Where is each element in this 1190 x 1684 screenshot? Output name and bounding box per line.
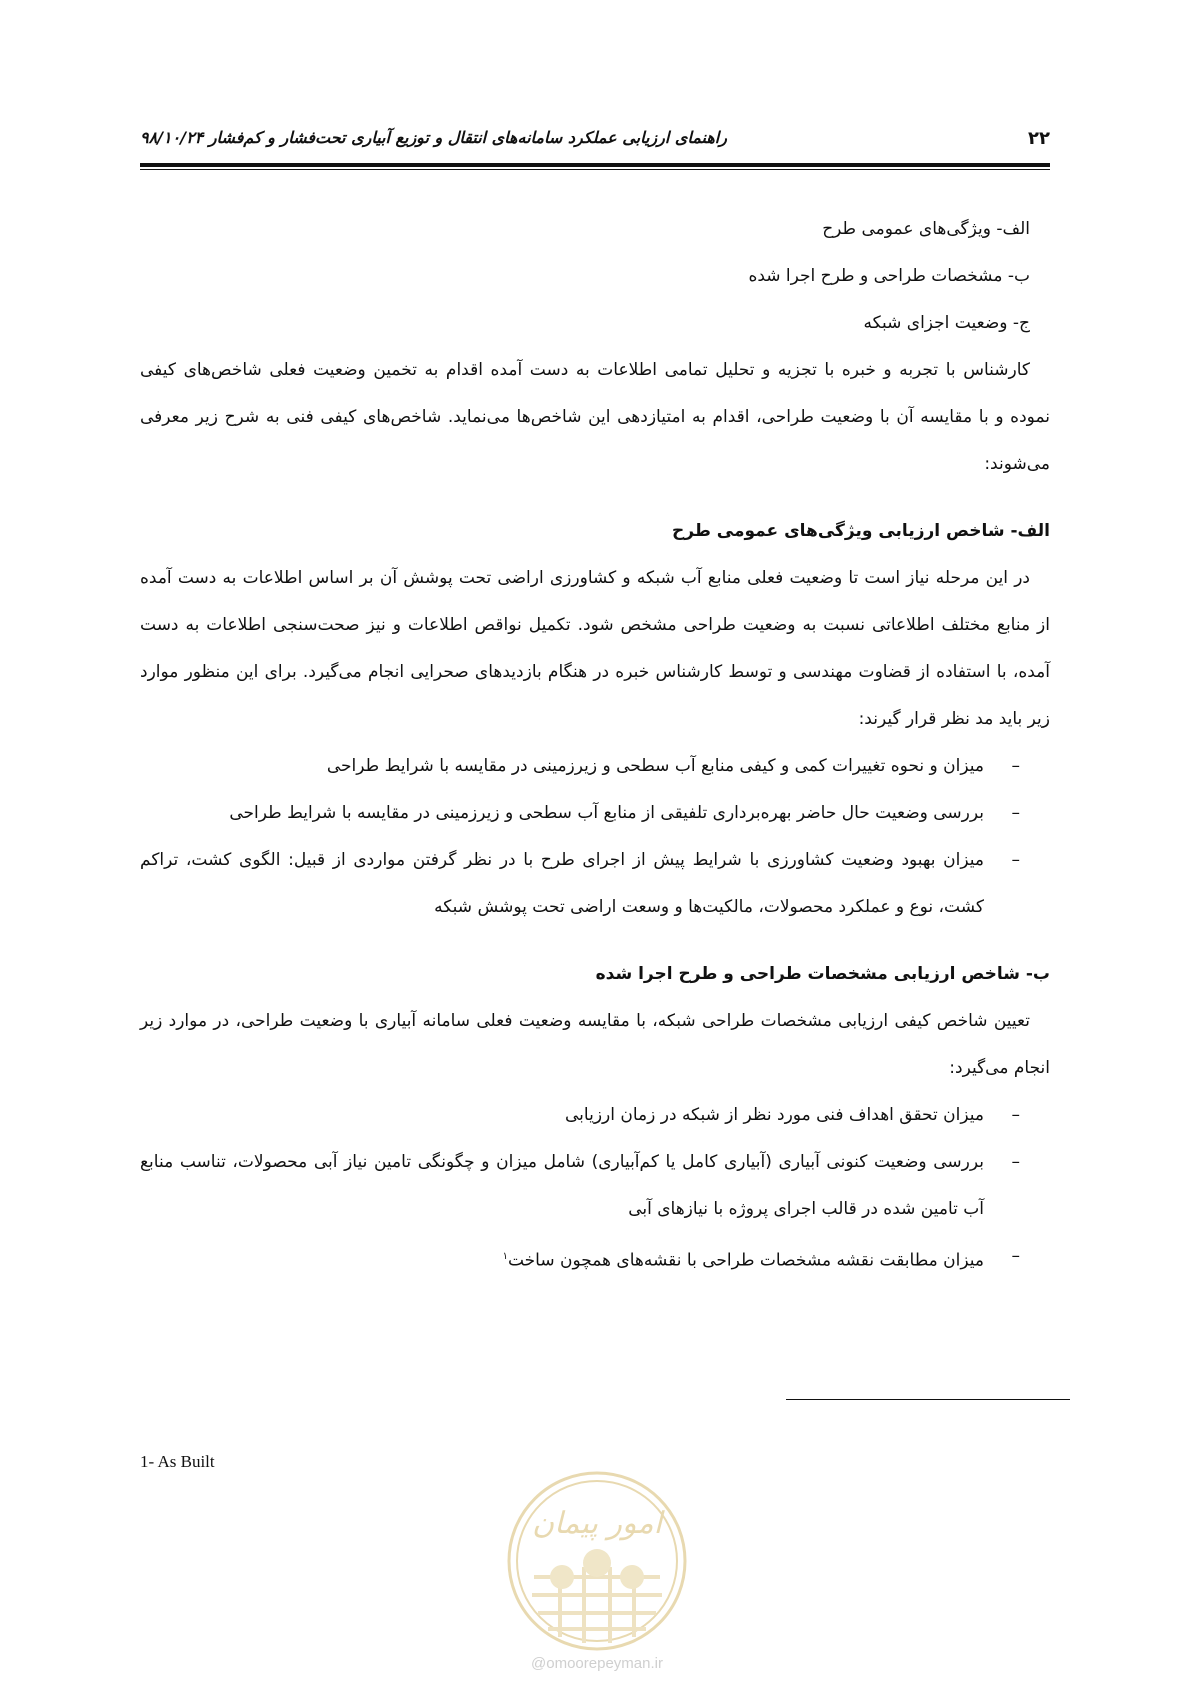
header-rule-thick xyxy=(140,163,1050,167)
dash-icon: – xyxy=(1011,850,1020,870)
section-b-heading: ب- شاخص ارزیابی مشخصات طراحی و طرح اجرا شده xyxy=(595,964,1050,984)
page-number: ۲۲ xyxy=(1028,128,1050,149)
section-a-bullet: – میزان بهبود وضعیت کشاورزی با شرایط پیش از اجرای طرح با در نظر گرفتن مواردی از قبیل: الگوی کشت، تراکم کشت، نوع و عملکرد محصولات، مالکیت‌ها و وسعت اراضی تحت پوشش شبکه xyxy=(140,837,1050,931)
intro-paragraph: کارشناس با تجربه و خبره با تجزیه و تحلیل تمامی اطلاعات به دست آمده اقدام به تخمین وضعیت فعلی شاخص‌های کیفی نموده و با مقایسه آن با وضعیت طراحی، اقدام به امتیازدهی این شاخص‌ها می‌نماید. شاخص‌های کیفی فنی به شرح زیر معرفی می‌شوند: xyxy=(140,360,1050,474)
dash-icon: – xyxy=(1011,1105,1020,1125)
watermark-seal-icon xyxy=(504,1467,690,1655)
running-title: راهنمای ارزیابی عملکرد سامانه‌های انتقال و توزیع آبیاری تحت‌فشار و کم‌فشار ۹۸/۱۰/۲۴ xyxy=(140,128,727,147)
dash-icon: – xyxy=(1011,1246,1020,1266)
footnote-ref: ۱ xyxy=(502,1251,508,1262)
section-b-paragraph: تعیین شاخص کیفی ارزیابی مشخصات طراحی شبکه، با مقایسه وضعیت فعلی سامانه آبیاری با وضعیت طراحی، در موارد زیر انجام می‌گیرد: xyxy=(140,1011,1050,1078)
header-rule-thin xyxy=(140,169,1050,170)
page-header xyxy=(140,128,1050,154)
dash-icon: – xyxy=(1011,803,1020,823)
section-a-paragraph: در این مرحله نیاز است تا وضعیت فعلی منابع آب شبکه و کشاورزی اراضی تحت پوشش آن بر اساس اطلاعات به دست آمده از منابع مختلف اطلاعاتی نسبت به وضعیت طراحی مشخص شود. تکمیل نواقص اطلاعات و نیز صحت‌سنجی اطلاعات به دست آمده، با استفاده از قضاوت مهندسی و توسط کارشناس خبره در هنگام بازدیدهای صحرایی انجام می‌گیرد. برای این منظور موارد زیر باید مد نظر قرار گیرند: xyxy=(140,568,1050,729)
body-text xyxy=(140,206,1050,1285)
section-a-bullet: – میزان و نحوه تغییرات کمی و کیفی منابع آب سطحی و زیرزمینی در مقایسه با شرایط طراحی xyxy=(140,743,1050,790)
dash-icon: – xyxy=(1011,1152,1020,1172)
section-b-bullet: – میزان مطابقت نقشه مشخصات طراحی با نقشه‌های همچون ساخت$^۱$ xyxy=(140,1233,1050,1285)
section-a-bullet: – بررسی وضعیت حال حاضر بهره‌برداری تلفیقی از منابع آب سطحی و زیرزمینی در مقایسه با شرایط طراحی xyxy=(140,790,1050,837)
intro-item: ب- مشخصات طراحی و طرح اجرا شده xyxy=(748,266,1030,286)
intro-item: ج- وضعیت اجزای شبکه xyxy=(863,313,1030,333)
dash-icon: – xyxy=(1011,756,1020,776)
intro-item: الف- ویژگی‌های عمومی طرح xyxy=(822,219,1030,239)
section-b-bullet: – بررسی وضعیت کنونی آبیاری (آبیاری کامل یا کم‌آبیاری) شامل میزان و چگونگی تامین نیاز آبی محصولات، تناسب منابع آب تامین شده در قالب اجرای پروژه با نیازهای آبی xyxy=(140,1139,1050,1233)
watermark-logo-text: امور پیمان xyxy=(532,1506,662,1541)
section-a-heading: الف- شاخص ارزیابی ویژگی‌های عمومی طرح xyxy=(672,521,1050,541)
watermark-site: @omoorepeyman.ir xyxy=(531,1655,663,1672)
footnote-rule xyxy=(786,1399,1070,1400)
footnote: 1- As Built xyxy=(140,1452,215,1471)
section-b-bullet: – میزان تحقق اهداف فنی مورد نظر از شبکه در زمان ارزیابی xyxy=(140,1092,1050,1139)
